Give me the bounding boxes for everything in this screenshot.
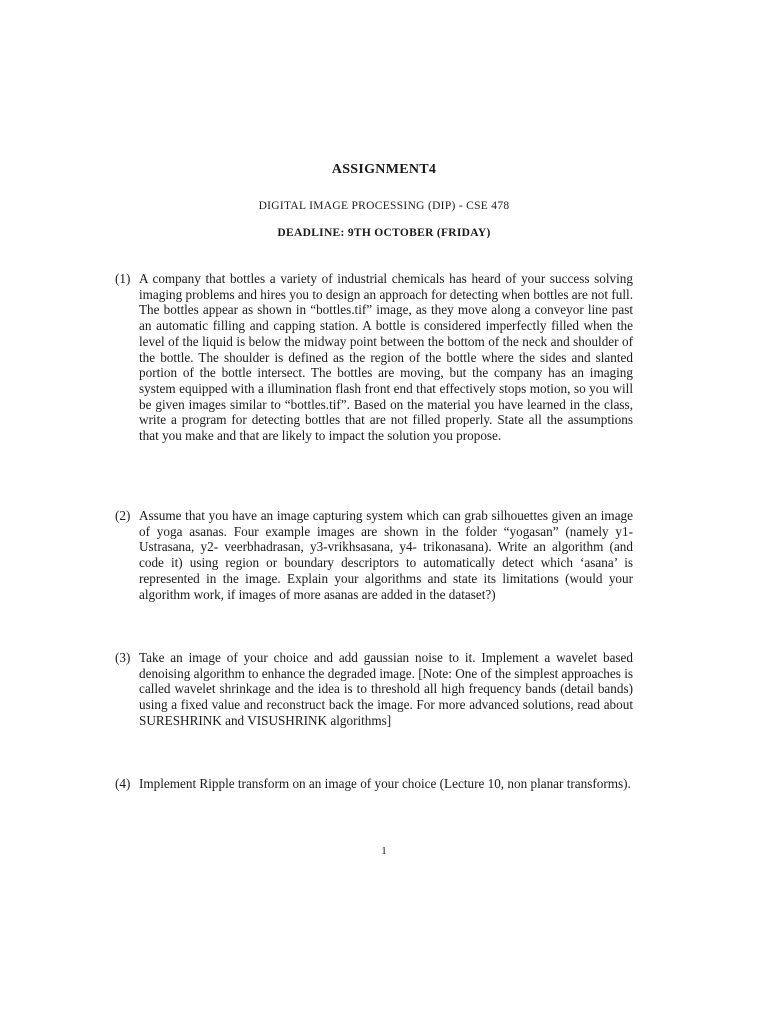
question-3-number: (3) bbox=[115, 650, 131, 665]
question-1-number: (1) bbox=[115, 271, 131, 286]
question-3 bbox=[115, 650, 633, 729]
question-1 bbox=[115, 271, 633, 444]
question-4-number: (4) bbox=[115, 776, 131, 791]
page-number: 1 bbox=[381, 845, 387, 857]
question-1-text: A company that bottles a variety of industrial chemicals has heard of your success solving imaging problems and hires you to design an approach for detecting when bottles are not full. The bottles appear as shown in “bottles.tif” image, as they move along a conveyor line past an automatic filling and capping station. A bottle is considered imperfectly filled when the level of the liquid is below the midway point between the bottom of the neck and shoulder of the bottle. The shoulder is defined as the region of the bottle where the sides and slanted portion of the bottle intersect. The bottles are moving, but the company has an imaging system equipped with a illumination flash front end that effectively stops motion, so you will be given images similar to “bottles.tif”. Based on the material you have learned in the class, write a program for detecting bottles that are not filled properly. State all the assumptions that you make and that are likely to impact the solution you propose. bbox=[139, 271, 633, 444]
question-2-text: Assume that you have an image capturing system which can grab silhouettes given an image of yoga asanas. Four example images are shown in the folder “yogasan” (namely y1-Ustrasana, y2- veerbhadrasan, y3-vrikhsasana, y4- trikonasana). Write an algorithm (and code it) using region or boundary descriptors to automatically detect which ‘asana’ is represented in the image. Explain your algorithms and state its limitations (would your algorithm work, if images of more asanas are added in the dataset?) bbox=[139, 508, 633, 602]
question-2 bbox=[115, 508, 633, 602]
question-4 bbox=[115, 776, 633, 792]
course-subtitle: DIGITAL IMAGE PROCESSING (DIP) - CSE 478 bbox=[258, 200, 510, 212]
assignment-title: ASSIGNMENT4 bbox=[331, 162, 437, 177]
question-2-number: (2) bbox=[115, 508, 131, 523]
question-4-text: Implement Ripple transform on an image of your choice (Lecture 10, non planar transforms). bbox=[139, 776, 631, 791]
question-3-text: Take an image of your choice and add gaussian noise to it. Implement a wavelet based denoising algorithm to enhance the degraded image. [Note: One of the simplest approaches is called wavelet shrinkage and the idea is to threshold all high frequency bands (detail bands) using a fixed value and reconstruct back the image. For more advanced solutions, read about SURESHRINK and VISUSHRINK algorithms] bbox=[139, 650, 633, 728]
deadline-line: DEADLINE: 9TH OCTOBER (FRIDAY) bbox=[277, 227, 491, 239]
